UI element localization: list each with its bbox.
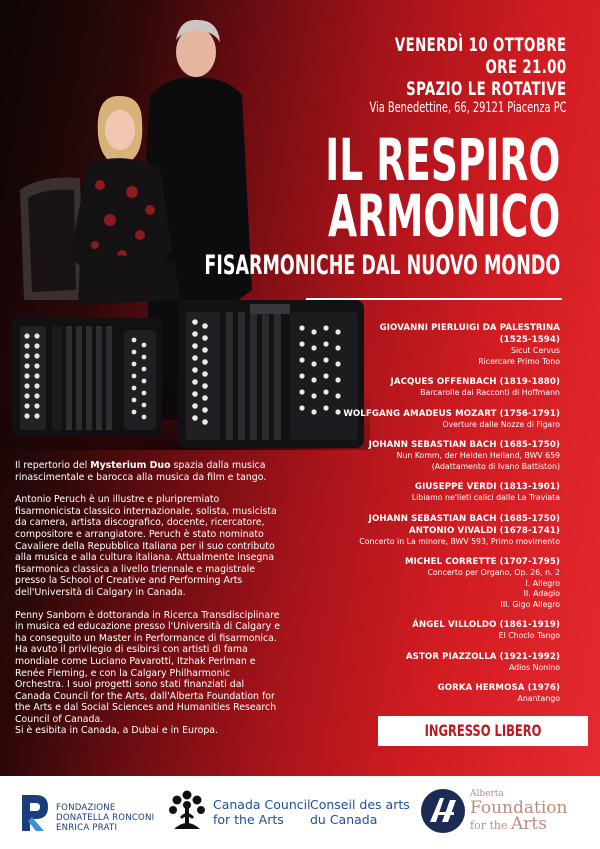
alberta-foundation-logo-icon (420, 788, 466, 838)
fondazione-logo-text: FONDAZIONE DONATELLA RONCONI ENRICA PRATI (56, 803, 155, 833)
program-item (300, 651, 560, 674)
composer-name: WOLFGANG AMADEUS MOZART (1756-1791) (343, 408, 560, 419)
admission-badge: INGRESSO LIBERO (378, 716, 588, 746)
program-item (300, 408, 560, 431)
event-address: Via Benedettine, 66, 29121 Piacenza PC (369, 100, 566, 116)
bio-paragraph-2: Antonio Peruch è un illustre e pluripremiato fisarmonicista classico internazionale, solista, musicista da camera, artista discografico, docente, ricercatore, compositore e arrangiatore. Peruch è stato nominato Cavaliere della Repubblica Italiana per il suo contributo alla musica e alla cultura italiana. Attualmente insegna fisarmonica classica a livello triennale e magistrale presso la School of Creative and Performing Arts dell'Università di Calgary in Canada. (15, 494, 277, 598)
work-title: (Adattamento di Ivano Battiston) (431, 461, 560, 471)
composer-name: ANTONIO VIVALDI (1678-1741) (408, 525, 560, 536)
composer-name: GIUSEPPE VERDI (1813-1901) (414, 482, 560, 492)
work-title: Barcarolle dai Racconti di Hoffmann (420, 388, 560, 397)
composer-name: JACQUES OFFENBACH (1819-1880) (390, 377, 560, 387)
work-title: Nun Komm, der Heiden Heiland, BWV 659 (396, 451, 560, 460)
program-item (300, 376, 560, 399)
canada-council-en: Canada Council for the Arts (213, 797, 311, 827)
event-info (314, 34, 566, 117)
composer-name: ASTOR PIAZZOLLA (1921-1992) (405, 651, 560, 662)
fondazione-logo-icon (18, 793, 50, 837)
event-time: ORE 21.00 (484, 56, 566, 78)
program-item (300, 513, 560, 548)
title-line-2: ARMONICO (327, 182, 560, 250)
composer-name: JOHANN SEBASTIAN BACH (1685-1750) (368, 440, 560, 450)
alberta-foundation-text: Alberta Foundation for the Arts (470, 789, 568, 834)
work-title: Overture dalle Nozze di Figaro (442, 419, 560, 429)
work-title: I. Allegro (525, 578, 560, 588)
composer-name: JOHANN SEBASTIAN BACH (1685-1750) (368, 513, 560, 524)
duo-name: Mysterium Duo (90, 460, 171, 471)
canada-council-logo-icon (168, 789, 206, 837)
work-title: Concerto in La minore, BWV 593, Primo movimento (359, 536, 560, 546)
work-title: III. Gigo Allegro (500, 599, 560, 609)
bio-text (15, 460, 280, 737)
program-list (300, 322, 560, 714)
work-title: Anantango (517, 694, 560, 703)
composer-name: MICHEL CORRETTE (1707-1795) (404, 557, 560, 567)
event-venue: SPAZIO LE ROTATIVE (405, 78, 566, 100)
title-line-1: IL RESPIRO (324, 126, 560, 194)
bio-paragraph-1: Il repertorio del Mysterium Duo spazia dalla musica rinascimentale e barocca alla musica da film e tango. (15, 460, 267, 483)
bio-paragraph-3: Penny Sanborn è dottoranda in Ricerca Transdisciplinare in musica ed educazione presso l'Università di Calgary e ha conseguito un Master in Performance di fisarmonica. Ha avuto il privilegio di esibirsi con artisti di fama mondiale come Luciano Pavarotti, Itzhak Perlman e Renée Fleming, e con la Calgary Philharmonic Orchestra. I suoi progetti sono stati finanziati dal Canada Council for the Arts, dall'Alberta Foundation for the Arts e dal Social Sciences and Humanities Research Council of Canada. Si è esibita in Canada, a Dubai e in Europa. (15, 609, 280, 737)
work-title: Libiamo ne'lieti calici dalle La Traviata (411, 493, 560, 502)
program-item (300, 322, 560, 367)
event-date: VENERDÌ 10 OTTOBRE (394, 34, 566, 56)
canada-council-fr: Conseil des arts du Canada (310, 797, 410, 827)
composer-name: GORKA HERMOSA (1976) (437, 683, 560, 693)
program-item (300, 556, 560, 610)
composer-name: GIOVANNI PIERLUIGI DA PALESTRINA (379, 323, 560, 333)
program-item (300, 481, 560, 504)
work-title: El Choclo Tango (498, 631, 560, 640)
program-item (300, 682, 560, 705)
sponsor-footer (0, 776, 600, 849)
concert-title (66, 126, 560, 281)
work-title: Ricercare Primo Tono (478, 356, 560, 366)
composer-dates: (1525-1594) (499, 335, 560, 345)
title-subtitle: FISARMONICHE DAL NUOVO MONDO (204, 250, 560, 281)
title-divider (306, 298, 562, 300)
program-item (300, 439, 560, 472)
work-title: II. Adagio (523, 589, 560, 598)
composer-name: ÁNGEL VILLOLDO (1861-1919) (412, 620, 560, 630)
program-item (300, 619, 560, 642)
work-title: Sicut Cervus (511, 346, 560, 355)
work-title: Adios Nonino (508, 662, 560, 672)
work-title: Concerto per Organo, Op. 26, n. 2 (427, 568, 560, 577)
